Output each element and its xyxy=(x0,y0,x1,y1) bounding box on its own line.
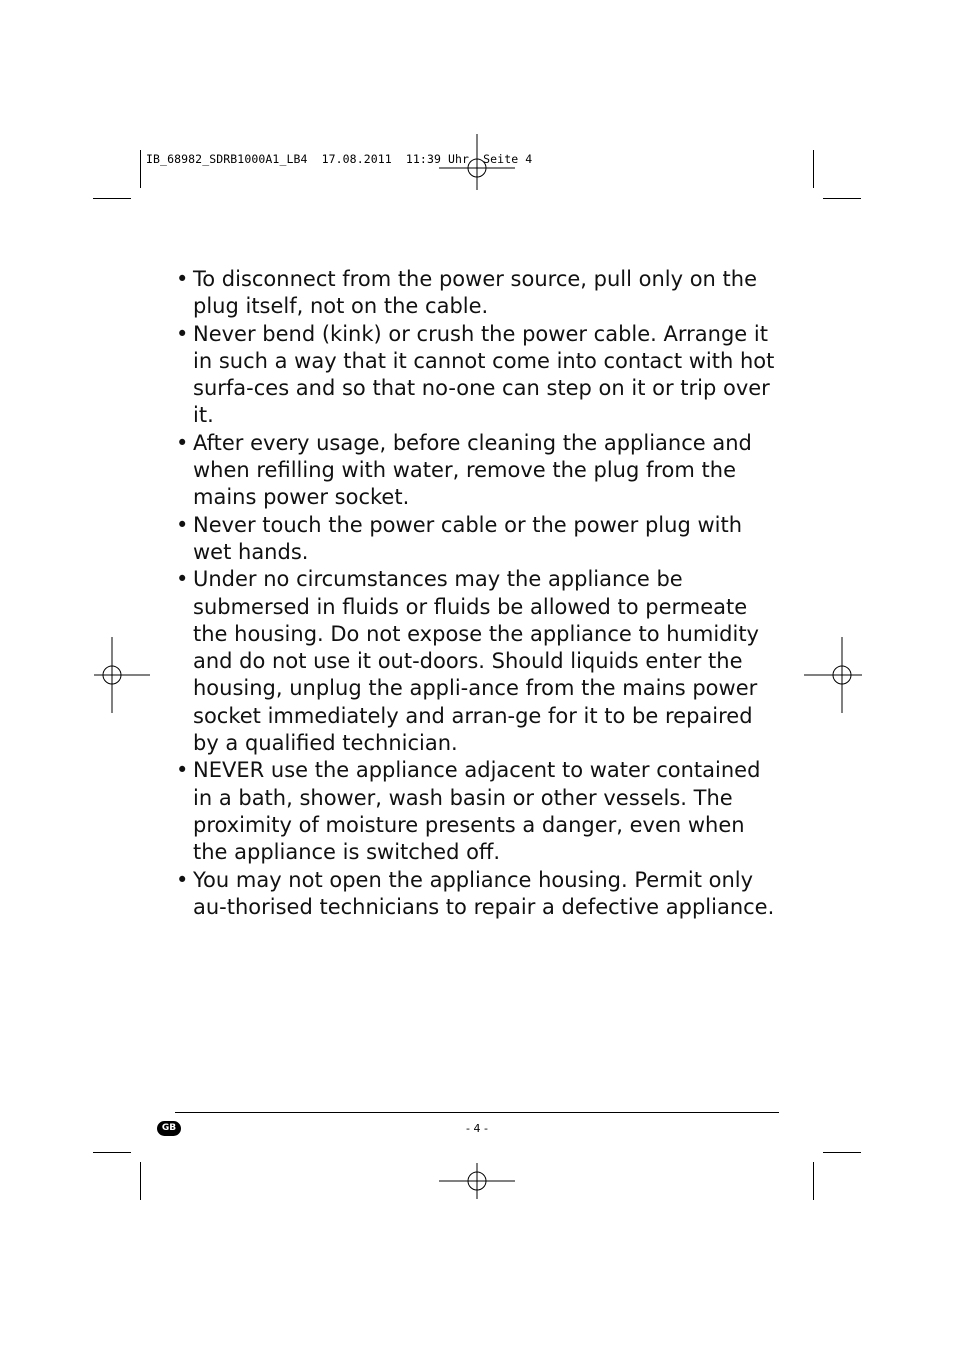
registration-mark-right xyxy=(804,637,880,713)
list-item xyxy=(176,430,782,512)
crop-mark-top-left-vertical xyxy=(140,150,141,188)
list-item-text: Under no circumstances may the appliance be submersed in fluids or fluids be allowed to permeate the housing. Do not expose the appliance to humidity and do not use it out-doors. Should liquids enter the housing, unplug the appli-ance from the mains power socket immediately and arran-ge for it to be repaired by a qualified technician. xyxy=(193,567,759,756)
crop-mark-bottom-left-vertical xyxy=(140,1162,141,1200)
list-item-text: To disconnect from the power source, pull only on the plug itself, not on the cable. xyxy=(193,267,758,319)
registration-mark-top xyxy=(439,134,515,210)
safety-instructions xyxy=(176,266,782,921)
crop-mark-top-right-vertical xyxy=(813,150,814,188)
bullet: • xyxy=(176,867,189,892)
language-badge: GB xyxy=(157,1121,181,1136)
list-item-text: NEVER use the appliance adjacent to water contained in a bath, shower, wash basin or other vessels. The proximity of moisture presents a danger, even when the appliance is switched off. xyxy=(193,758,761,865)
list-item xyxy=(176,266,782,321)
list-item-text: You may not open the appliance housing. Permit only au-thorised technicians to repair a defective appliance. xyxy=(193,867,775,919)
list-item-text: Never touch the power cable or the power plug with wet hands. xyxy=(193,512,743,564)
page-number: - 4 - xyxy=(466,1122,488,1135)
crop-mark-bottom-left-horizontal xyxy=(93,1152,131,1153)
bullet: • xyxy=(176,430,189,455)
crop-mark-top-right-horizontal xyxy=(823,198,861,199)
list-item xyxy=(176,566,782,757)
bullet: • xyxy=(176,567,189,592)
instruction-list xyxy=(176,266,782,921)
list-item xyxy=(176,321,782,430)
list-item xyxy=(176,757,782,866)
crop-mark-bottom-right-horizontal xyxy=(823,1152,861,1153)
registration-mark-left xyxy=(74,637,150,713)
crop-mark-top-left-horizontal xyxy=(93,198,131,199)
list-item xyxy=(176,867,782,922)
crop-mark-bottom-right-vertical xyxy=(813,1162,814,1200)
bullet: • xyxy=(176,758,189,783)
print-slug: IB_68982_SDRB1000A1_LB4 17.08.2011 11:39 Uhr Seite 4 xyxy=(146,152,533,166)
registration-mark-bottom xyxy=(439,1143,515,1219)
list-item xyxy=(176,512,782,567)
bullet: • xyxy=(176,267,189,291)
list-item-text: After every usage, before cleaning the appliance and when refilling with water, remove the plug from the mains power socket. xyxy=(193,430,752,510)
bullet: • xyxy=(176,321,189,346)
footer-divider xyxy=(175,1112,779,1113)
bullet: • xyxy=(176,512,189,537)
list-item-text: Never bend (kink) or crush the power cable. Arrange it in such a way that it cannot come into contact with hot surfa-ces and so that no-one can step on it or trip over it. xyxy=(193,321,775,428)
